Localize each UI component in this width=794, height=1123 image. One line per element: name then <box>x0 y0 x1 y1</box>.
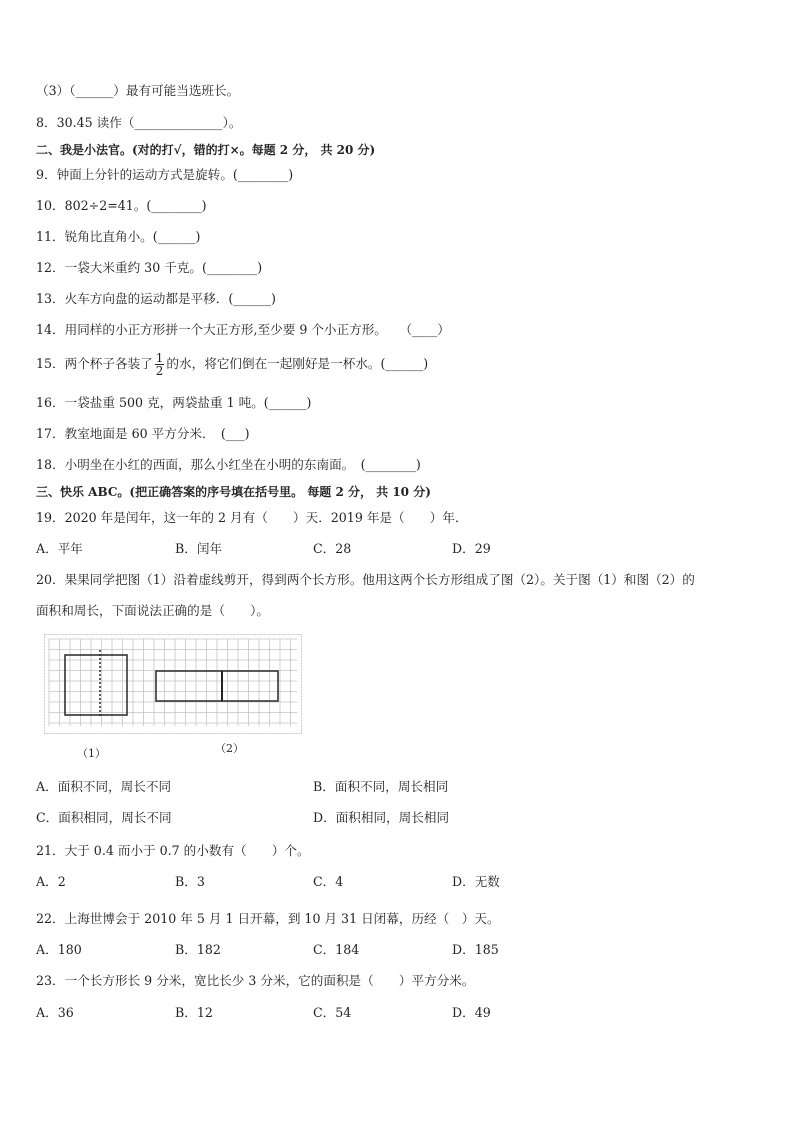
grid-figure-svg <box>44 634 302 734</box>
fraction-one-half <box>155 352 165 377</box>
q21-option-c: C．4 <box>313 874 344 889</box>
question-9: 9．钟面上分针的运动方式是旋转。(________) <box>36 167 294 182</box>
q19-option-c: C．28 <box>313 541 352 556</box>
q20-option-b: B．面积不同，周长相同 <box>313 779 449 794</box>
q21-option-a: A．2 <box>36 874 66 889</box>
q22-option-d: D．185 <box>452 942 499 957</box>
question-13: 13．火车方向盘的运动都是平移．(______) <box>36 291 276 306</box>
question-22: 22．上海世博会于 2010 年 5 月 1 日开幕，到 10 月 31 日闭幕，历经（ ）天。 <box>36 911 500 926</box>
figure-1-caption: （1） <box>77 747 106 760</box>
question-16: 16．一袋盐重 500 克，两袋盐重 1 吨。(______) <box>36 395 312 410</box>
question-19: 19．2020 年是闰年，这一年的 2 月有（ ）天．2019 年是（ ）年． <box>36 510 468 525</box>
q20-option-a: A．面积不同，周长不同 <box>36 779 172 794</box>
question-23: 23．一个长方形长 9 分米，宽比长少 3 分米，它的面积是（ ）平方分米。 <box>36 973 475 988</box>
question-20-line-1: 20．果果同学把图（1）沿着虚线剪开，得到两个长方形。他用这两个长方形组成了图（2）。关于图（1）和图（2）的 <box>36 572 695 587</box>
q20-option-d: D．面积相同，周长相同 <box>313 810 450 825</box>
q23-option-b: B．12 <box>175 1005 213 1020</box>
q21-option-d: D．无数 <box>452 874 500 889</box>
q23-option-d: D．49 <box>452 1005 491 1020</box>
q22-option-b: B．182 <box>175 942 221 957</box>
q19-option-d: D．29 <box>452 541 491 556</box>
question-10: 10．802÷2=41。(________) <box>36 198 207 213</box>
question-18: 18．小明坐在小红的西面，那么小红坐在小明的东南面。 (________) <box>36 457 421 472</box>
question-7-3: （3）（______）最有可能当选班长。 <box>36 83 240 98</box>
q21-option-b: B．3 <box>175 874 205 889</box>
q20-option-c: C．面积相同，周长不同 <box>36 810 172 825</box>
question-11: 11．锐角比直角小。(______) <box>36 229 201 244</box>
fraction-denominator: 2 <box>155 364 164 378</box>
q23-option-c: C．54 <box>313 1005 352 1020</box>
question-15-prefix: 15．两个杯子各装了 <box>36 356 153 372</box>
question-12: 12．一袋大米重约 30 千克。(________) <box>36 260 263 275</box>
q22-option-c: C．184 <box>313 942 360 957</box>
fraction-numerator: 1 <box>155 351 164 365</box>
question-15-suffix: 的水，将它们倒在一起刚好是一杯水。(______) <box>166 356 429 372</box>
grid-figure <box>44 634 302 734</box>
question-20-line-2: 面积和周长，下面说法正确的是（ ）。 <box>36 603 269 618</box>
q19-option-a: A．平年 <box>36 541 83 556</box>
question-21: 21．大于 0.4 而小于 0.7 的小数有（ ）个。 <box>36 843 310 858</box>
question-17: 17．教室地面是 60 平方分米． (___) <box>36 426 250 441</box>
section-2-heading: 二、我是小法官。(对的打√，错的打×。每题 2 分， 共 20 分) <box>36 143 376 157</box>
question-15 <box>36 352 428 377</box>
figure-2-caption: （2） <box>215 742 244 755</box>
q23-option-a: A．36 <box>36 1005 74 1020</box>
question-14: 14．用同样的小正方形拼一个大正方形,至少要 9 个小正方形。 （____） <box>36 322 450 337</box>
question-8: 8．30.45 读作（______________）。 <box>36 115 242 130</box>
q19-option-b: B．闰年 <box>175 541 223 556</box>
q22-option-a: A．180 <box>36 942 82 957</box>
section-3-heading: 三、快乐 ABC。(把正确答案的序号填在括号里。 每题 2 分， 共 10 分) <box>36 485 431 499</box>
